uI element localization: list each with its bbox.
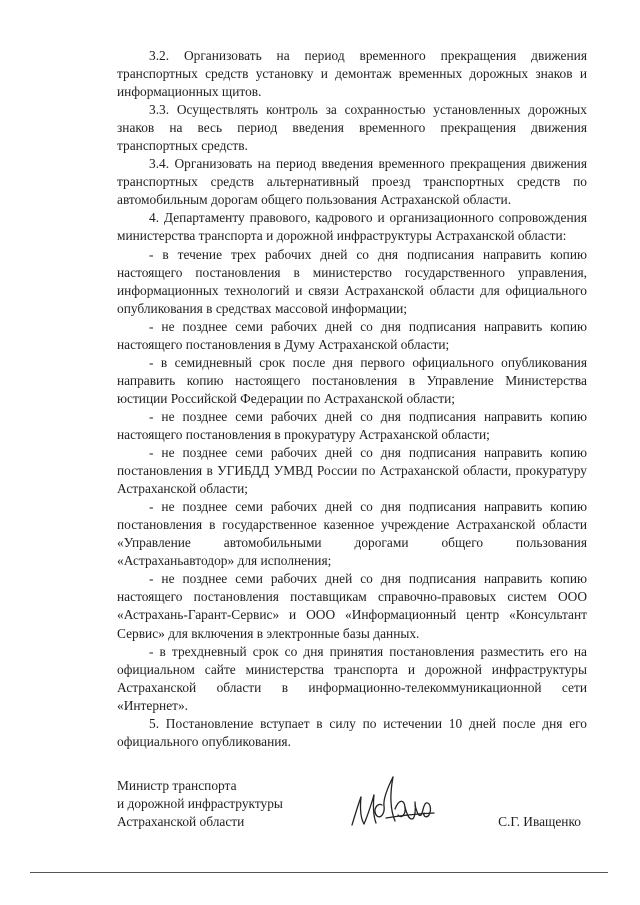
paragraph-4: 4. Департаменту правового, кадрового и организационного сопровождения министерства транспорта и дорожной инфраструктуры Астраханской области:	[117, 210, 587, 244]
signature-block	[117, 777, 587, 837]
list-item: - в трехдневный срок со дня принятия постановления разместить его на официальном сайте министерства транспорта и дорожной инфраструктуры Астраханской области в информационно-телекоммуникационной сети «Интернет».	[117, 643, 587, 713]
signatory-position	[117, 777, 283, 831]
position-line: Министр транспорта	[117, 778, 237, 793]
list-item: - в семидневный срок после дня первого официального опубликования направить копию настоящего постановления в Управление Министерства юстиции Российской Федерации по Астраханской области;	[117, 354, 587, 406]
signatory-name: С.Г. Иващенко	[498, 814, 581, 829]
document-body	[117, 47, 587, 751]
list-item: - не позднее семи рабочих дней со дня подписания направить копию постановления в УГИБДД УМВД России по Астраханской области, прокуратуру Астраханской области;	[117, 445, 587, 497]
paragraph-3-4: 3.4. Организовать на период введения временного прекращения движения транспортных средств альтернативный проезд транспортных средств по автомобильным дорогам общего пользования Астраханской области.	[117, 156, 587, 208]
paragraph-3-3: 3.3. Осуществлять контроль за сохранностью установленных дорожных знаков на весь период введения временного прекращения движения транспортных средств.	[117, 102, 587, 154]
paragraph-5: 5. Постановление вступает в силу по истечении 10 дней после дня его официального опубликования.	[117, 715, 587, 749]
handwritten-signature	[346, 769, 446, 831]
position-line: и дорожной инфраструктуры	[117, 796, 283, 811]
list-item: - не позднее семи рабочих дней со дня подписания направить копию настоящего постановления поставщикам справочно-правовых систем ООО «Астрахань-Гарант-Сервис» и ООО «Информационный центр «Консультант Сервис» для включения в электронные базы данных.	[117, 571, 587, 641]
paragraph-3-2: 3.2. Организовать на период временного прекращения движения транспортных средств установку и демонтаж временных дорожных знаков и информационных щитов.	[117, 48, 587, 100]
list-item: - не позднее семи рабочих дней со дня подписания направить копию настоящего постановления в Думу Астраханской области;	[117, 318, 587, 352]
list-item: - не позднее семи рабочих дней со дня подписания направить копию настоящего постановления в прокуратуру Астраханской области;	[117, 408, 587, 442]
position-line: Астраханской области	[117, 814, 245, 829]
list-item: - в течение трех рабочих дней со дня подписания направить копию настоящего постановления в министерство государственного управления, информационных технологий и связи Астраханской области для официального опубликования в средствах массовой информации;	[117, 246, 587, 316]
page-bottom-divider	[30, 872, 608, 873]
list-item: - не позднее семи рабочих дней со дня подписания направить копию постановления в государственное казенное учреждение Астраханской области «Управление автомобильными дорогами общего пользования «Астраханьавтодор» для исполнения;	[117, 499, 587, 569]
